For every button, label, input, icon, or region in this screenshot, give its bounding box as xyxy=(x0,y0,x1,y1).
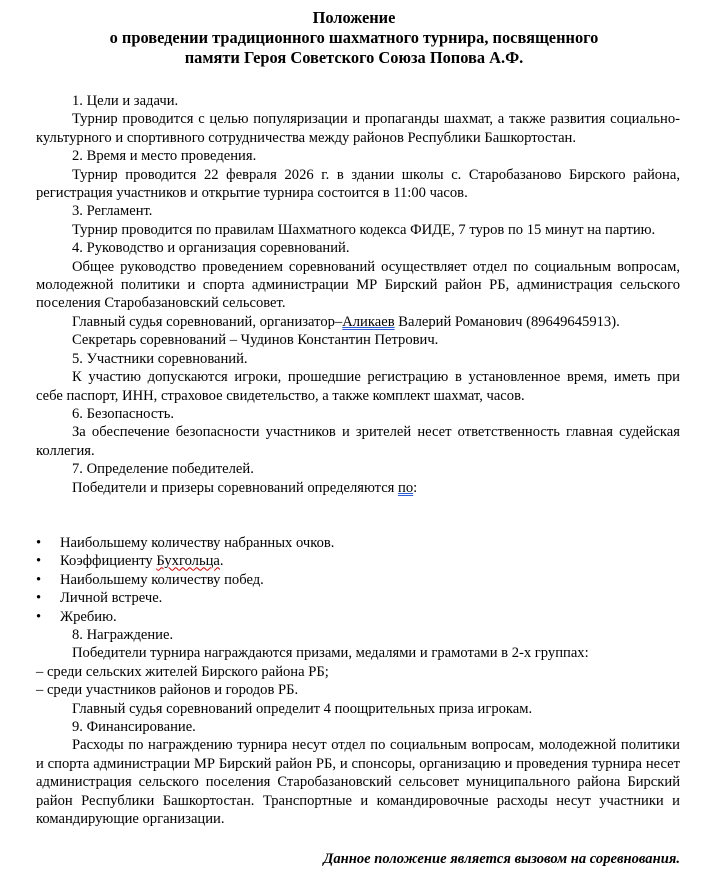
document-body-continued xyxy=(36,626,680,828)
section-8-heading: 8. Награждение. xyxy=(72,627,174,643)
title-line-3: памяти Героя Советского Союза Попова А.Ф. xyxy=(184,48,524,67)
section-7-intro-prefix: Победители и призеры соревнований определяются xyxy=(72,479,399,496)
section-9-heading: 9. Финансирование. xyxy=(72,719,196,736)
section-3-heading: 3. Регламент. xyxy=(72,203,153,220)
section-6-text: За обеспечение безопасности участников и зрителей несет ответственность главная судейская коллегия. xyxy=(36,424,680,459)
list-item: • Жребию. xyxy=(36,608,680,626)
criteria-2-word: Бухгольца xyxy=(156,553,220,570)
section-7-heading: 7. Определение победителей. xyxy=(72,461,254,478)
section-8-text: Победители турнира награждаются призами, медалями и грамотами в 2-х группах: xyxy=(72,645,589,662)
document-body xyxy=(36,92,680,497)
criteria-2-suffix: . xyxy=(219,553,224,570)
section-2-heading: 2. Время и место проведения. xyxy=(72,148,257,165)
document-footer-note: Данное положение является вызовом на соревнования. xyxy=(323,851,680,867)
chief-judge-suffix: Валерий Романович (89649645913). xyxy=(394,313,620,330)
section-7-intro xyxy=(36,479,680,497)
chief-judge-surname: Аликаев xyxy=(342,313,395,330)
chief-judge-prefix: Главный судья соревнований, организатор– xyxy=(72,313,343,330)
section-9-text: Расходы по награждению турнира несут отдел по социальным вопросам, молодежной политики и спорта администрации МР Бирский район РБ, и спонсоры, организацию и проведения турнира несет администрация сельского поселения Старобазановский сельсовет муниципального района Бирский район Республики Башкортостан. Транспортные и командировочные расходы несут участники и командирующие организации. xyxy=(36,737,680,828)
section-4-text: Общее руководство проведением соревнований осуществляет отдел по социальным вопросам, молодежной политики и спорта администрации МР Бирский район РБ, администрация сельского поселения Старобазановский сельсовет. xyxy=(36,258,680,312)
list-item: • Наибольшему количеству набранных очков. xyxy=(36,534,680,552)
section-1-heading: 1. Цели и задачи. xyxy=(72,93,179,109)
title-line-2: о проведении традиционного шахматного турнира, посвященного xyxy=(109,28,599,47)
section-8-judge: Главный судья соревнований определит 4 поощрительных приза игрокам. xyxy=(72,700,533,717)
criteria-2-prefix: Коэффициенту xyxy=(60,553,157,570)
title-line-1: Положение xyxy=(312,8,396,27)
section-3-text: Турнир проводится по правилам Шахматного кодекса ФИДЕ, 7 туров по 15 минут на партию. xyxy=(72,221,656,238)
section-5-heading: 5. Участники соревнований. xyxy=(72,350,248,367)
section-4-chief-judge xyxy=(36,313,680,331)
section-8-group-1: – среди сельских жителей Бирского района РБ; xyxy=(36,663,329,680)
list-item xyxy=(36,552,680,570)
section-7-intro-suffix: : xyxy=(413,479,418,496)
criteria-list xyxy=(36,534,680,626)
section-6-heading: 6. Безопасность. xyxy=(72,405,174,422)
section-1-text: Турнир проводится с целью популяризации и пропаганды шахмат, а также развития социально-культурного и спортивного сотрудничества между районов Республики Башкортостан. xyxy=(36,111,680,146)
section-8-group-2: – среди участников районов и городов РБ. xyxy=(36,682,299,699)
document-title xyxy=(0,8,708,68)
section-4-heading: 4. Руководство и организация соревнований. xyxy=(72,240,350,257)
section-5-text: К участию допускаются игроки, прошедшие регистрацию в установленное время, иметь при себе паспорт, ИНН, страховое свидетельство, а также комплект шахмат, часов. xyxy=(36,369,680,404)
list-item: • Личной встрече. xyxy=(36,589,680,607)
section-7-intro-word: по xyxy=(398,479,414,496)
section-2-text: Турнир проводится 22 февраля 2026 г. в здании школы с. Старобазаново Бирского района, регистрация участников и открытие турнира состоится в 11:00 часов. xyxy=(36,166,680,202)
list-item: • Наибольшему количеству побед. xyxy=(36,571,680,589)
section-4-secretary: Секретарь соревнований – Чудинов Константин Петрович. xyxy=(72,332,439,349)
